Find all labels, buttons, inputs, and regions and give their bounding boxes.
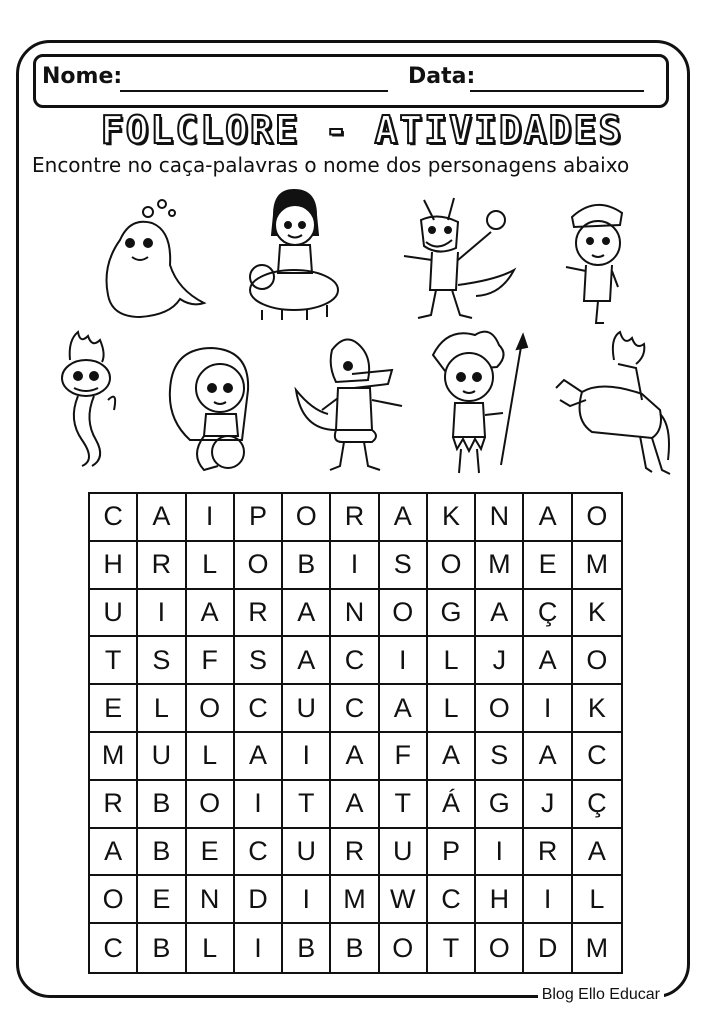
grid-cell[interactable]: S <box>380 542 428 590</box>
grid-cell[interactable]: B <box>283 542 331 590</box>
grid-cell[interactable]: U <box>90 590 138 638</box>
grid-cell[interactable]: S <box>138 637 186 685</box>
grid-cell[interactable]: C <box>573 733 621 781</box>
grid-cell[interactable]: E <box>138 876 186 924</box>
grid-cell[interactable]: M <box>476 542 524 590</box>
grid-cell[interactable]: I <box>138 590 186 638</box>
grid-cell[interactable]: I <box>235 781 283 829</box>
grid-cell[interactable]: G <box>428 590 476 638</box>
grid-cell[interactable]: O <box>476 685 524 733</box>
grid-cell[interactable]: O <box>476 924 524 972</box>
grid-cell[interactable]: I <box>187 494 235 542</box>
grid-cell[interactable]: F <box>380 733 428 781</box>
grid-cell[interactable]: A <box>187 590 235 638</box>
grid-cell[interactable]: A <box>524 494 572 542</box>
grid-cell[interactable]: H <box>476 876 524 924</box>
grid-cell[interactable]: B <box>138 829 186 877</box>
grid-cell[interactable]: A <box>476 590 524 638</box>
lobisomem-illustration <box>396 190 526 325</box>
grid-cell[interactable]: O <box>380 590 428 638</box>
grid-cell[interactable]: O <box>187 685 235 733</box>
grid-cell[interactable]: A <box>283 590 331 638</box>
grid-cell[interactable]: L <box>573 876 621 924</box>
name-field[interactable] <box>120 90 388 92</box>
grid-cell[interactable]: C <box>90 924 138 972</box>
grid-cell[interactable]: T <box>90 637 138 685</box>
grid-cell[interactable]: K <box>428 494 476 542</box>
grid-cell[interactable]: O <box>187 781 235 829</box>
grid-cell[interactable]: K <box>573 590 621 638</box>
grid-cell[interactable]: R <box>235 590 283 638</box>
grid-cell[interactable]: P <box>235 494 283 542</box>
grid-cell[interactable]: I <box>380 637 428 685</box>
grid-cell[interactable]: J <box>524 781 572 829</box>
grid-cell[interactable]: B <box>138 781 186 829</box>
grid-cell[interactable]: B <box>331 924 379 972</box>
grid-cell[interactable]: N <box>331 590 379 638</box>
instructions-text: Encontre no caça-palavras o nome dos personagens abaixo <box>32 153 630 177</box>
grid-cell[interactable]: N <box>476 494 524 542</box>
grid-cell[interactable]: L <box>187 542 235 590</box>
grid-cell[interactable]: I <box>331 542 379 590</box>
page-title: FOLCLORE - ATIVIDADES <box>100 108 624 152</box>
grid-cell[interactable]: L <box>187 733 235 781</box>
grid-cell[interactable]: L <box>428 637 476 685</box>
date-label: Data: <box>408 64 476 89</box>
grid-cell[interactable]: R <box>331 829 379 877</box>
grid-cell[interactable]: O <box>428 542 476 590</box>
grid-cell[interactable]: U <box>380 829 428 877</box>
grid-cell[interactable]: M <box>585 932 609 963</box>
grid-cell[interactable]: A <box>90 829 138 877</box>
grid-cell[interactable]: L <box>138 685 186 733</box>
grid-cell[interactable]: O <box>90 876 138 924</box>
grid-cell[interactable]: F <box>187 637 235 685</box>
grid-cell[interactable]: I <box>283 876 331 924</box>
grid-cell[interactable]: S <box>476 733 524 781</box>
grid-cell[interactable]: J <box>476 637 524 685</box>
grid-cell[interactable]: T <box>380 781 428 829</box>
grid-cell[interactable]: B <box>283 924 331 972</box>
grid-cell[interactable]: A <box>524 733 572 781</box>
grid-cell[interactable]: M <box>573 542 621 590</box>
grid-cell[interactable]: E <box>187 829 235 877</box>
grid-cell[interactable]: Ç <box>573 781 621 829</box>
grid-cell[interactable]: C <box>331 685 379 733</box>
grid-cell[interactable]: I <box>524 876 572 924</box>
grid-cell[interactable]: B <box>138 924 186 972</box>
grid-cell[interactable]: R <box>524 829 572 877</box>
grid-cell[interactable]: E <box>524 542 572 590</box>
grid-cell[interactable]: W <box>380 876 428 924</box>
grid-cell[interactable]: A <box>573 829 621 877</box>
grid-cell[interactable]: D <box>235 876 283 924</box>
grid-cell[interactable]: O <box>573 637 621 685</box>
grid-cell[interactable]: M <box>90 733 138 781</box>
grid-cell[interactable]: P <box>428 829 476 877</box>
grid-cell[interactable]: A <box>380 685 428 733</box>
grid-cell[interactable]: Ç <box>524 590 572 638</box>
grid-cell[interactable]: L <box>428 685 476 733</box>
grid-cell[interactable]: A <box>331 781 379 829</box>
grid-cell[interactable]: M <box>331 876 379 924</box>
boto-illustration <box>100 195 210 325</box>
grid-cell[interactable]: C <box>235 685 283 733</box>
footer-credit: Blog Ello Educar <box>538 986 664 1004</box>
curupira-illustration <box>425 325 535 480</box>
grid-cell[interactable]: K <box>573 685 621 733</box>
grid-cell[interactable]: A <box>331 733 379 781</box>
saci-illustration <box>560 195 640 327</box>
grid-cell[interactable]: N <box>187 876 235 924</box>
grid-cell[interactable]: U <box>283 685 331 733</box>
grid-cell[interactable]: A <box>524 637 572 685</box>
grid-cell[interactable]: O <box>380 924 428 972</box>
grid-cell[interactable]: T <box>283 781 331 829</box>
grid-cell[interactable]: I <box>476 829 524 877</box>
grid-cell[interactable]: U <box>283 829 331 877</box>
header-box <box>33 54 669 108</box>
cuca-child-on-pig-illustration <box>232 185 344 325</box>
grid-cell[interactable]: A <box>235 733 283 781</box>
grid-cell[interactable]: S <box>235 637 283 685</box>
grid-cell[interactable]: C <box>331 637 379 685</box>
grid-cell[interactable]: O <box>573 494 621 542</box>
grid-cell[interactable]: O <box>283 494 331 542</box>
grid-cell[interactable]: C <box>235 829 283 877</box>
iara-illustration <box>160 340 260 475</box>
word-search-grid <box>88 492 623 974</box>
grid-cell[interactable]: A <box>380 494 428 542</box>
boitata-illustration <box>48 330 126 470</box>
grid-cell[interactable]: I <box>235 924 283 972</box>
grid-cell[interactable]: I <box>283 733 331 781</box>
grid-cell[interactable]: R <box>138 542 186 590</box>
grid-cell[interactable]: Á <box>428 781 476 829</box>
date-field[interactable] <box>470 90 644 92</box>
grid-cell[interactable]: H <box>90 542 138 590</box>
grid-cell[interactable]: C <box>428 876 476 924</box>
grid-cell[interactable]: A <box>428 733 476 781</box>
cuca-illustration <box>292 330 407 475</box>
grid-cell[interactable]: O <box>235 542 283 590</box>
grid-cell[interactable]: C <box>90 494 138 542</box>
mula-sem-cabeca-illustration <box>552 330 672 480</box>
grid-cell[interactable]: I <box>524 685 572 733</box>
name-label: Nome: <box>42 64 123 89</box>
grid-cell[interactable]: D <box>524 924 572 972</box>
grid-cell[interactable]: U <box>138 733 186 781</box>
grid-cell[interactable]: T <box>428 924 476 972</box>
grid-cell[interactable]: A <box>138 494 186 542</box>
grid-cell[interactable]: E <box>90 685 138 733</box>
grid-cell[interactable]: R <box>90 781 138 829</box>
grid-cell[interactable]: G <box>476 781 524 829</box>
grid-cell[interactable]: L <box>187 924 235 972</box>
grid-cell[interactable]: R <box>331 494 379 542</box>
grid-cell[interactable]: A <box>283 637 331 685</box>
